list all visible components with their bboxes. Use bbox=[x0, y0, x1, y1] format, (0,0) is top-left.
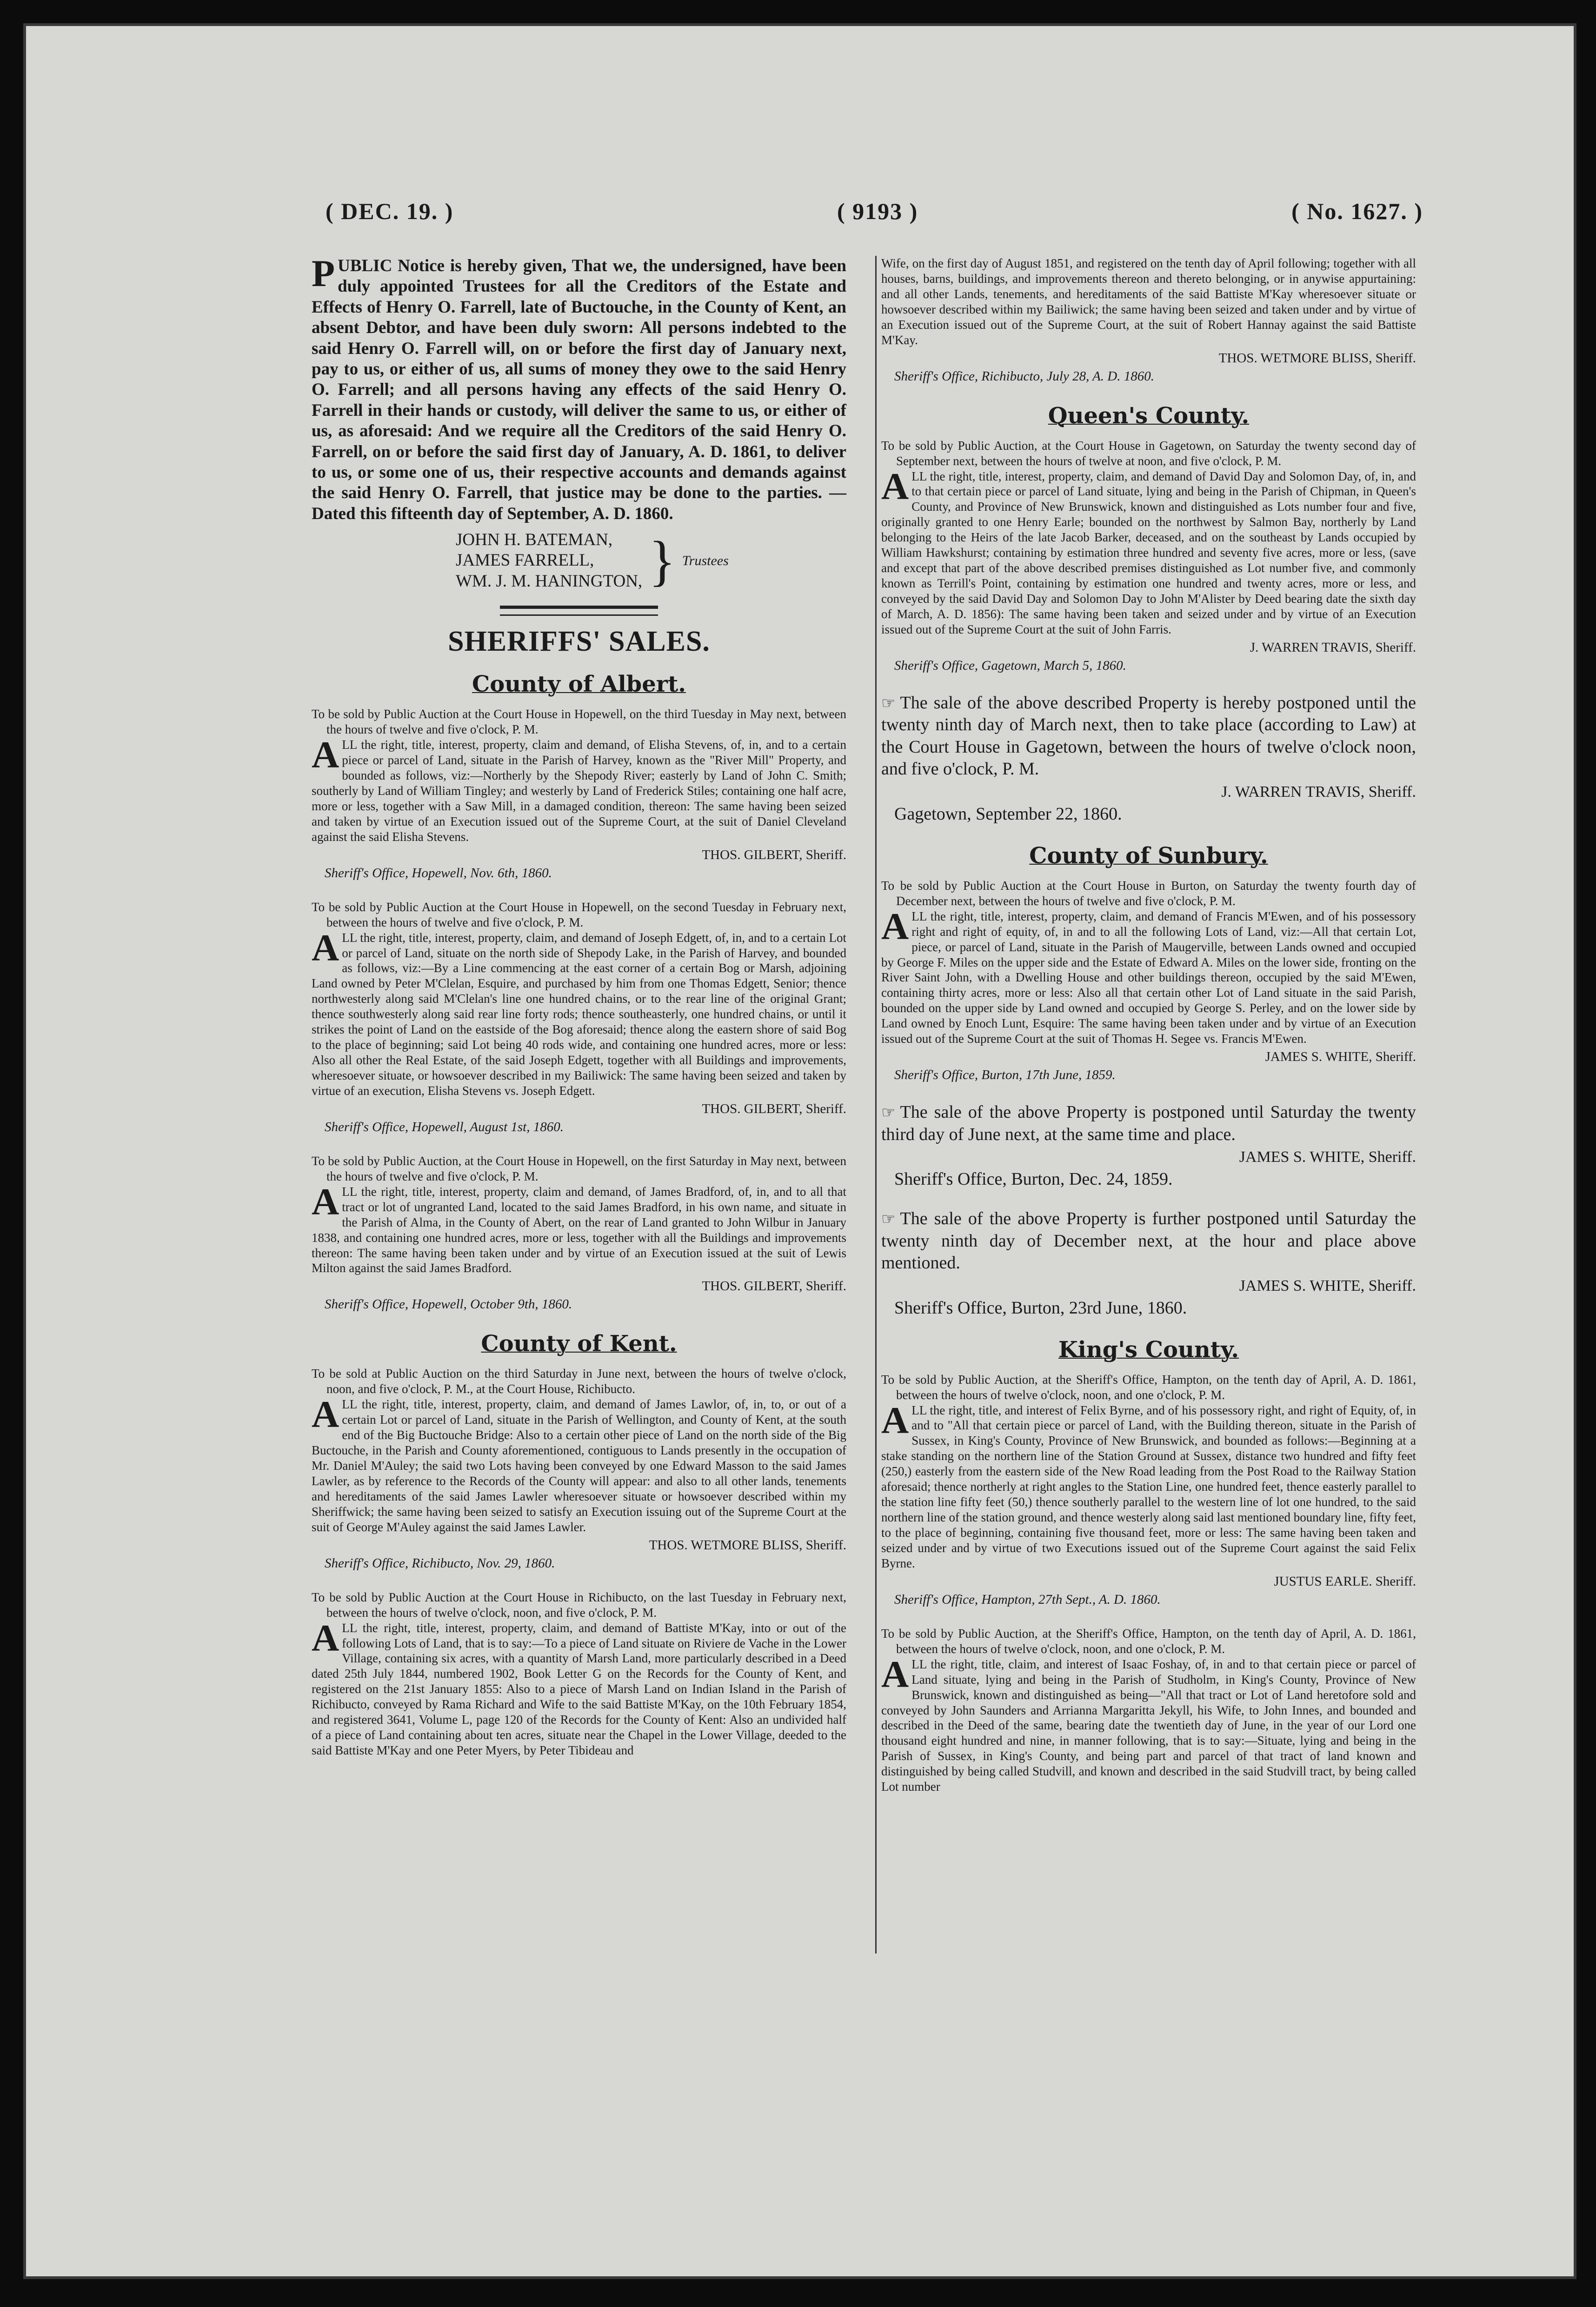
sheriff-signature: JUSTUS EARLE. Sheriff. bbox=[1274, 1574, 1416, 1589]
section-rule bbox=[500, 606, 658, 616]
sheriff-office-date: Gagetown, September 22, 1860. bbox=[894, 804, 1122, 824]
sale-notice bbox=[881, 878, 1416, 1083]
postponement-text: The sale of the above Property is further postponed until Saturday the twenty ninth day of December next, at the hour and place above mentioned. bbox=[881, 1209, 1416, 1273]
page-number: ( 9193 ) bbox=[837, 198, 918, 224]
trustee-notice-text: UBLIC Notice is hereby given, That we, the undersigned, have been duly appointed Trustees for all the Creditors of the Estate and Effects of Henry O. Farrell, late of Buctouche, in the County of Kent, an absent Debtor, and have been duly sworn: All persons indebted to the said Henry O. Farrell will, on or before the first day of January next, pay to us, or either of us, all sums of money they owe to the said Henry O. Farrell; and all persons having any effects of the said Henry O. Farrell in their hands or custody, will deliver the same to us, or either of us, as aforesaid: And we require all the Creditors of the said Henry O. Farrell, on or before the said first day of January, A. D. 1861, to deliver to us, or some one of us, their respective accounts and demands against the said Henry O. Farrell, that justice may be done to the parties. —Dated this fifteenth day of September, A. D. 1860. bbox=[312, 256, 846, 523]
drop-cap: A bbox=[312, 926, 339, 969]
sheriff-signature: THOS. WETMORE BLISS, Sheriff. bbox=[1218, 350, 1416, 366]
issue-number: ( No. 1627. ) bbox=[1291, 198, 1423, 224]
drop-cap: A bbox=[312, 1180, 339, 1223]
sale-body-continued: Wife, on the first day of August 1851, and registered on the tenth day of April following; together with all houses, barns, buildings, and improvements thereon and thereto belonging, or in anywise appurtaining: and all other Lands, tenements, and hereditaments of the said Battiste M'Kay wheresoever situate or howsoever described within my Bailiwick; the same having been seized and taken under and by virtue of an Execution issued out of the Supreme Court, at the suit of Robert Hannay against the said Battiste M'Kay. bbox=[881, 256, 1416, 347]
sheriff-signature: J. WARREN TRAVIS, Sheriff. bbox=[1250, 640, 1416, 655]
drop-cap: A bbox=[312, 733, 339, 776]
drop-cap: A bbox=[881, 465, 909, 507]
pointing-hand-icon: ☞ bbox=[881, 1103, 896, 1122]
drop-cap: A bbox=[881, 1653, 909, 1695]
trustees-label: Trustees bbox=[682, 553, 729, 568]
pointing-hand-icon: ☞ bbox=[881, 693, 896, 713]
sheriff-office-date: Sheriff's Office, Hopewell, October 9th, 1860. bbox=[325, 1297, 572, 1312]
drop-cap: A bbox=[312, 1616, 339, 1659]
sheriff-office-date: Sheriff's Office, Richibucto, July 28, A. D. 1860. bbox=[894, 368, 1154, 384]
sale-body: LL the right, title, interest, property, claim, and demand of David Day and Solomon Day, of, in, and to that certain piece or parcel of Land situate, lying and being in the Parish of Chipman, in Queen's County, and Province of New Brunswick, known and distinguished as Lots number four and five, originally granted to one Henry Earle; bounded on the northwest by Salmon Bay, northerly by Land belonging to the Heirs of the late Jacob Barker, deceased, and on the southeast by Lands occupied by William Hawkshurst; containing by estimation three hundred and seventy five acres, more or less, (save and except that part of the above described premises distinguished as Lot number five, and commonly known as Terrill's Point, containing by estimation one hundred and twenty acres, more or less, and conveyed by the said David Day and Solomon Day to John M'Alister by Deed bearing date the sixth day of March, A. D. 1856): The same having been taken and seized under and by virtue of an Execution issued out of the Supreme Court at the suit of John Farris. bbox=[881, 469, 1416, 636]
sale-intro: To be sold by Public Auction at the Court House in Burton, on Saturday the twenty fourth day of December next, between the hours of twelve and five o'clock, P. M. bbox=[881, 878, 1416, 908]
drop-cap: P bbox=[312, 252, 335, 294]
trustee-name: WM. J. M. HANINGTON, bbox=[456, 571, 643, 591]
drop-cap: A bbox=[881, 905, 909, 947]
trustee-name: JOHN H. BATEMAN, bbox=[456, 530, 613, 550]
sheriff-office-date: Sheriff's Office, Hampton, 27th Sept., A. D. 1860. bbox=[894, 1592, 1161, 1607]
sale-body: LL the right, title, claim, and interest of Isaac Foshay, of, in and to that certain piece or parcel of Land situate, lying and being in the Parish of Studholm, in King's County, Province of New Brunswick, known and distinguished as being—"All that tract or Lot of Land heretofore sold and conveyed by John Saunders and Arrianna Margaritta Jekyll, his Wife, to John Innes, and bounded and described in the Deed of the same, bearing date the twentieth day of June, in the year of our Lord one thousand eight hundred and nine, in manner following, that is to say:—Situate, lying and being in the Parish of Sussex, in King's County, and being part and parcel of that tract of land known and distinguished by being called Studvill, and known and described in the said Studvill tract, by being called Lot number bbox=[881, 1657, 1416, 1794]
sale-body: LL the right, title, interest, property, claim and demand, of Elisha Stevens, of, in, and to a certain piece or parcel of Land, situate in the Parish of Harvey, known as the "River Mill" Property, and bounded as follows, viz:—Northerly by the Shepody River; easterly by Land of John C. Smith; southerly by Land of William Tingley; and westerly by Land of Frederick Stiles; containing one half acre, more or less, together with a Saw Mill, in a damaged condition, thereon: The same having been seized and taken by virtue of an Execution issued out of the Supreme Court, at the suit of Daniel Cleveland against the said Elisha Stevens. bbox=[312, 738, 846, 844]
trustee-name: JAMES FARRELL, bbox=[456, 551, 594, 570]
county-heading-kings: King's County. bbox=[1058, 1336, 1239, 1363]
county-heading-queens: Queen's County. bbox=[1048, 402, 1250, 429]
column-divider bbox=[875, 256, 877, 1954]
pointing-hand-icon: ☞ bbox=[881, 1210, 896, 1229]
drop-cap: A bbox=[881, 1399, 909, 1441]
sale-intro: To be sold by Public Auction at the Court House in Hopewell, on the second Tuesday in February next, between the hours of twelve and five o'clock, P. M. bbox=[312, 900, 846, 929]
sheriff-signature: JAMES S. WHITE, Sheriff. bbox=[1239, 1148, 1416, 1166]
sale-notice-continued bbox=[881, 256, 1416, 384]
sale-intro: To be sold by Public Auction at the Court House in Hopewell, on the third Tuesday in May next, between the hours of twelve and five o'clock, P. M. bbox=[312, 707, 846, 737]
issue-date: ( DEC. 19. ) bbox=[326, 198, 454, 224]
sale-intro: To be sold by Public Auction, at the Sheriff's Office, Hampton, on the tenth day of April, A. D. 1861, between the hours of twelve o'clock, noon, and one o'clock, P. M. bbox=[881, 1626, 1416, 1656]
sale-body: LL the right, title, interest, property, claim and demand, of James Bradford, of, in, and to all that tract or lot of ungranted Land, located to the said James Bradford, in his own name, and situate in the Parish of Alma, in the County of Abert, on the rear of Land granted to John Wilbur in January 1838, and containing one hundred acres, more or less, together with all the Buildings and improvements thereon: The same having been taken under and by virtue of an Execution issued at the suit of Lewis Milton against the said James Bradford. bbox=[312, 1184, 846, 1275]
sale-intro: To be sold by Public Auction, at the Court House in Hopewell, on the first Saturday in May next, between the hours of twelve and five o'clock, P. M. bbox=[312, 1154, 846, 1183]
sheriff-office-date: Sheriff's Office, Burton, 17th June, 1859. bbox=[894, 1067, 1116, 1083]
left-column bbox=[312, 252, 846, 1758]
sale-notice bbox=[312, 1366, 846, 1571]
postponement-notice bbox=[881, 692, 1416, 824]
sale-body: LL the right, title, interest, property, claim, and demand of James Lawlor, of, in, to, or out of a certain Lot or parcel of Land, situate in the Parish of Wellington, and County of Kent, at the south end of the Big Buctouche Bridge: Also to a certain other piece of Land on the north side of the Big Buctouche, in the Parish and County aforementioned, contiguous to Lands presently in the occupation of Mr. Daniel M'Auley; the said two Lots having been conveyed by one Edward Masson to the said James Lawler, as by reference to the Records of the County will appear: and also to all other lands, tenements and hereditaments of the said James Lawler wheresoever situate or howsoever described within my Sheriffwick; the same having been seized to satisfy an Execution issuing out of the Supreme Court at the suit of George M'Auley against the said James Lawler. bbox=[312, 1397, 846, 1534]
newspaper-page bbox=[23, 23, 1576, 2279]
sale-notice bbox=[881, 1626, 1416, 1794]
sheriff-signature: THOS. WETMORE BLISS, Sheriff. bbox=[649, 1537, 846, 1553]
sheriff-signature: THOS. GILBERT, Sheriff. bbox=[702, 1101, 846, 1116]
sale-body: LL the right, title, interest, property, claim, and demand of Francis M'Ewen, and of his possessory right and right of equity, of, in and to all the following Lots of Land, viz:—All that certain Lot, piece, or parcel of Land, situate in the Parish of Maugerville, between Lands owned and occupied by George F. Miles on the upper side and the Estate of Edward A. Miles on the lower side, fronting on the River Saint John, with a Dwelling House and other buildings thereon, occupied by the said M'Ewen, containing thirty acres, more or less: Also all that certain other Lot of Land situate in the said Parish, bounded on the upper side by Land owned and occupied by George S. Perley, and on the lower side by Land owned by Enoch Lunt, Esquire: The same having been taken under and by virtue of an Execution issued out of the Supreme Court at the suit of Thomas H. Segee vs. Francis M'Ewen. bbox=[881, 909, 1416, 1046]
section-title: SHERIFFS' SALES. bbox=[448, 626, 710, 658]
postponement-notice bbox=[881, 1101, 1416, 1189]
sale-intro: To be sold at Public Auction on the third Saturday in June next, between the hours of twelve o'clock, noon, and five o'clock, P. M., at the Court House, Richibucto. bbox=[312, 1367, 846, 1396]
sheriff-signature: THOS. GILBERT, Sheriff. bbox=[702, 847, 846, 862]
sale-body: LL the right, title, interest, property, claim, and demand of Battiste M'Kay, into or out of the following Lots of Land, that is to say:—To a piece of Land situate on Riviere de Vache in the Lower Village, containing six acres, with a quantity of Marsh Land, more particularly described in a Deed dated 25th July 1844, numbered 1902, Book Letter G on the Records for the County of Kent, and registered on the 21st January 1855: Also to a piece of Marsh Land on Indian Island in the Parish of Richibucto, conveyed by Rama Richard and Wife to the said Battiste M'Kay, on the 10th February 1854, and registered 3641, Volume L, page 120 of the Records for the County of Kent: Also an undivided half of a piece of Land containing about ten acres, situate near the Chapel in the Lower Village, deeded to the said Battiste M'Kay and one Peter Myers, by Peter Tibideau and bbox=[312, 1620, 846, 1758]
drop-cap: A bbox=[312, 1393, 339, 1436]
sheriff-office-date: Sheriff's Office, Burton, 23rd June, 1860. bbox=[894, 1298, 1187, 1318]
county-heading-albert: County of Albert. bbox=[472, 671, 686, 698]
brace: } bbox=[649, 529, 676, 592]
sheriff-signature: J. WARREN TRAVIS, Sheriff. bbox=[1221, 783, 1416, 800]
sheriff-office-date: Sheriff's Office, Burton, Dec. 24, 1859. bbox=[894, 1169, 1173, 1189]
county-heading-kent: County of Kent. bbox=[481, 1331, 677, 1357]
sheriff-signature: JAMES S. WHITE, Sheriff. bbox=[1265, 1049, 1416, 1065]
trustee-signatures bbox=[456, 530, 846, 592]
sale-intro: To be sold by Public Auction at the Court House in Richibucto, on the last Tuesday in February next, between the hours of twelve o'clock, noon, and five o'clock, P. M. bbox=[312, 1590, 846, 1620]
sheriff-office-date: Sheriff's Office, Hopewell, Nov. 6th, 1860. bbox=[325, 865, 552, 880]
county-heading-sunbury: County of Sunbury. bbox=[1029, 842, 1268, 869]
sale-notice bbox=[312, 707, 846, 880]
sale-notice bbox=[312, 1590, 846, 1758]
sale-body: LL the right, title, and interest of Felix Byrne, and of his possessory right, and right of Equity, of, in and to "All that certain piece or parcel of Land, with the Building thereon, situate in the Parish of Sussex, in King's County, Province of New Brunswick, and bounded as follows:—Beginning at a stake standing on the northern line of the Station Ground at Sussex, distance two hundred and fifty feet (250,) easterly from the eastern side of the New Road leading from the Post Road to the Railway Station aforesaid; thence northerly at right angles to the Station Line, one hundred feet, thence easterly parallel to the station line fifty feet (50,) thence southerly parallel to the western line of lot one hundred, to the said northern line of the station ground, and thence westerly along said last mentioned boundary line, fifty feet, to the place of beginning, containing five thousand feet, more or less: The same having been taken and seized under and by virtue of two Executions issued out of the Supreme Court against the said Felix Byrne. bbox=[881, 1403, 1416, 1570]
sheriff-office-date: Sheriff's Office, Gagetown, March 5, 1860. bbox=[894, 658, 1126, 673]
page-header bbox=[326, 198, 1423, 230]
trustee-notice bbox=[312, 252, 846, 592]
sale-notice bbox=[881, 1372, 1416, 1607]
sale-notice bbox=[881, 438, 1416, 673]
sale-notice bbox=[312, 1154, 846, 1313]
sheriff-office-date: Sheriff's Office, Richibucto, Nov. 29, 1860. bbox=[325, 1555, 555, 1571]
sheriff-signature: THOS. GILBERT, Sheriff. bbox=[702, 1279, 846, 1294]
sheriff-signature: JAMES S. WHITE, Sheriff. bbox=[1239, 1277, 1416, 1294]
postponement-text: The sale of the above Property is postponed until Saturday the twenty third day of June next, at the same time and place. bbox=[881, 1102, 1416, 1144]
sheriff-office-date: Sheriff's Office, Hopewell, August 1st, 1860. bbox=[325, 1119, 564, 1134]
sale-intro: To be sold by Public Auction, at the Court House in Gagetown, on Saturday the twenty second day of September next, between the hours of twelve at noon, and five o'clock, P. M. bbox=[881, 438, 1416, 468]
sale-body: LL the right, title, interest, property, claim, and demand of Joseph Edgett, of, in, and to a certain Lot or parcel of Land, situate on the north side of Shepody Lake, in the Parish of Harvey, and bounded as follows, viz:—By a Line commencing at the east corner of a certain Bog or Marsh, adjoining Land owned by Peter M'Clelan, Esquire, and purchased by him from one Thomas Edgett, Senior; thence northwesterly along said M'Clelan's line one hundred chains, or to the rear line of the original Grant; thence southwesterly along said rear line forty rods; thence southeasterly, one hundred chains, or until it strikes the point of Land on the eastside of the Bog aforesaid; thence along the eastern shore of said Bog to the place of beginning; said Lot being 40 rods wide, and containing one hundred acres, more or less: Also all other the Real Estate, of the said Joseph Edgett, together with all Buildings and improvements, wheresoever situate, or howsoever described in my Bailiwick: The same having been seized and taken by virtue of an execution, Elisha Stevens vs. Joseph Edgett. bbox=[312, 930, 846, 1098]
postponement-text: The sale of the above described Property is hereby postponed until the twenty ninth day of March next, then to take place (according to Law) at the Court House in Gagetown, between the hours of twelve o'clock noon, and five o'clock, P. M. bbox=[881, 693, 1416, 779]
sale-notice bbox=[312, 900, 846, 1135]
right-column bbox=[881, 256, 1416, 1794]
sale-intro: To be sold by Public Auction, at the Sheriff's Office, Hampton, on the tenth day of April, A. D. 1861, between the hours of twelve o'clock, noon, and one o'clock, P. M. bbox=[881, 1372, 1416, 1402]
postponement-notice bbox=[881, 1208, 1416, 1318]
